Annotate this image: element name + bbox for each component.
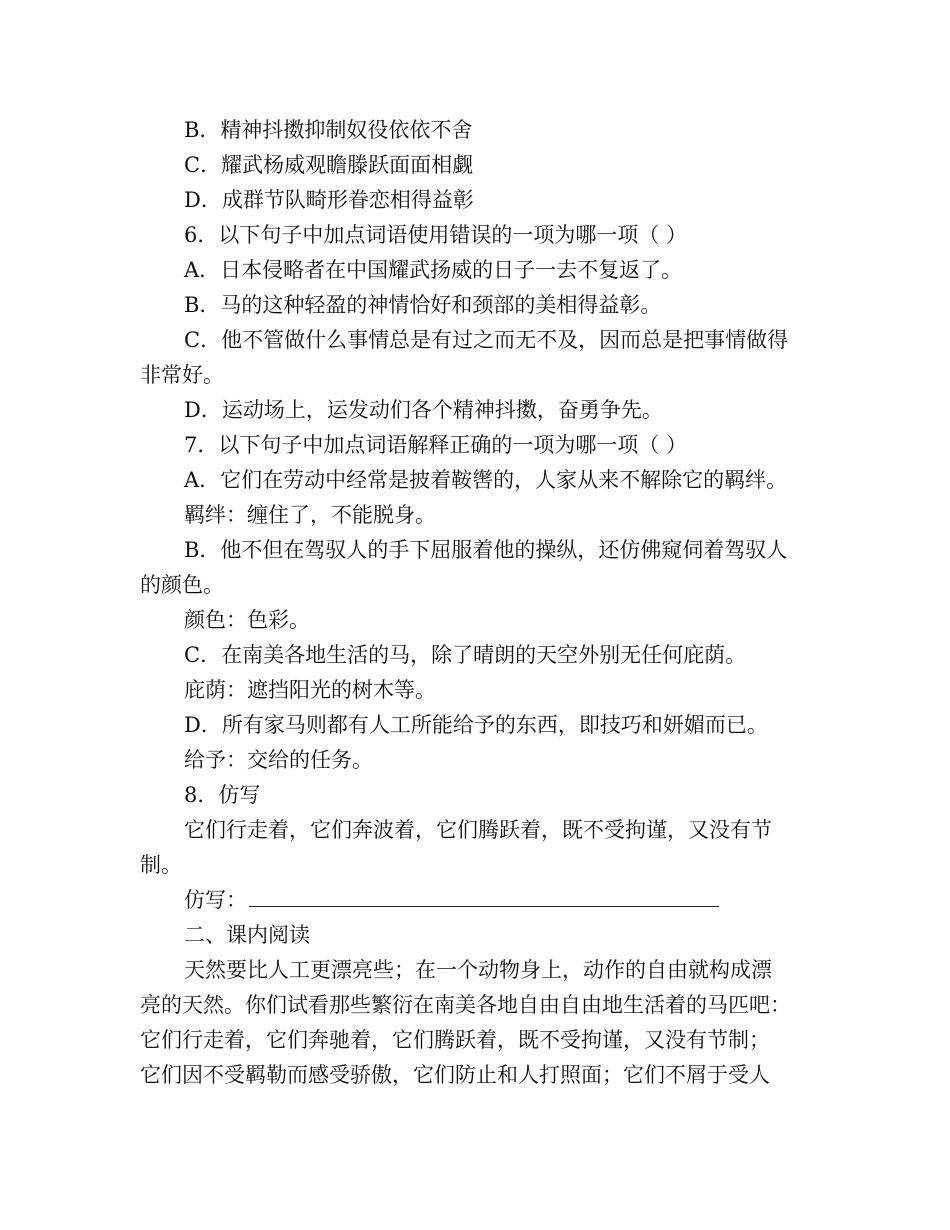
- option-line: B．他不但在驾驭人的手下屈服着他的操纵，还仿佛窥伺着驾驭人: [184, 538, 788, 562]
- question-7: 7．以下句子中加点词语解释正确的一项为哪一项（ ）: [184, 433, 688, 457]
- definition-line: 庇荫：遮挡阳光的树木等。: [184, 678, 436, 702]
- definition-line: 羁绊：缠住了，不能脱身。: [184, 503, 436, 527]
- reading-paragraph-line: 它们因不受羁勒而感受骄傲，它们防止和人打照面；它们不屑于受人: [140, 1063, 770, 1087]
- option-line: A．日本侵略者在中国耀武扬威的日子一去不复返了。: [184, 258, 683, 282]
- answer-blank[interactable]: [249, 884, 719, 907]
- option-line: D．运动场上，运发动们各个精神抖擞，奋勇争先。: [184, 398, 663, 422]
- example-sentence-continued: 制。: [140, 853, 182, 877]
- definition-line: 给予：交给的任务。: [184, 748, 373, 772]
- option-line: B．马的这种轻盈的神情恰好和颈部的美相得益彰。: [184, 293, 662, 317]
- option-line: D．所有家马则都有人工所能给予的东西，即技巧和妍媚而已。: [184, 713, 768, 737]
- question-8: 8．仿写: [184, 783, 261, 807]
- definition-line: 颜色：色彩。: [184, 608, 310, 632]
- question-6: 6．以下句子中加点词语使用错误的一项为哪一项（ ）: [184, 223, 688, 247]
- imitation-line: [140, 883, 820, 918]
- imitation-label: 仿写：: [184, 888, 247, 912]
- option-line: B．精神抖擞抑制奴役依依不舍: [184, 118, 473, 142]
- option-line: A．它们在劳动中经常是披着鞍辔的，人家从来不解除它的羁绊。: [184, 468, 788, 492]
- option-line: C．他不管做什么事情总是有过之而无不及，因而总是把事情做得: [184, 328, 789, 352]
- reading-paragraph-line: 它们行走着，它们奔驰着，它们腾跃着，既不受拘谨，又没有节制；: [140, 1028, 770, 1052]
- example-sentence: 它们行走着，它们奔波着，它们腾跃着，既不受拘谨，又没有节: [184, 818, 772, 842]
- option-line: D．成群节队畸形眷恋相得益彰: [184, 188, 474, 212]
- option-line: C．在南美各地生活的马，除了晴朗的天空外别无任何庇荫。: [184, 643, 747, 667]
- option-line: C．耀武杨威观瞻滕跃面面相觑: [184, 153, 474, 177]
- option-line-continued: 非常好。: [140, 363, 224, 387]
- reading-paragraph-line: 亮的天然。你们试看那些繁衍在南美各地自由自由地生活着的马匹吧：: [140, 993, 791, 1017]
- section-heading: 二、课内阅读: [184, 923, 310, 947]
- option-line-continued: 的颜色。: [140, 573, 224, 597]
- document-body: [140, 113, 820, 1093]
- reading-paragraph-line: 天然要比人工更漂亮些；在一个动物身上，动作的自由就构成漂: [184, 958, 772, 982]
